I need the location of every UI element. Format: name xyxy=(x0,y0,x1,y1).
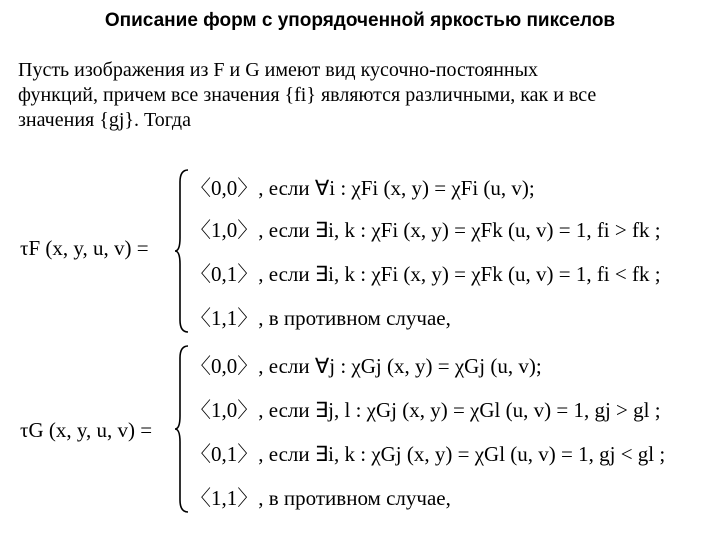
intro-line-1: Пусть изображения из F и G имеют вид кусочно-постоянных xyxy=(18,59,539,81)
intro-line-3: значения {gj}. Тогда xyxy=(18,109,191,131)
formula-g-case-2: 〈1,0〉, если ∃j, l : χGj (x, y) = χGl (u, v) = 1, gj > gl ; xyxy=(190,398,661,422)
intro-paragraph xyxy=(18,58,708,133)
formula-f-case-4: 〈1,1〉, в противном случае, xyxy=(190,306,451,330)
formula-g-case-1: 〈0,0〉, если ∀j : χGj (x, y) = χGj (u, v); xyxy=(190,354,542,378)
intro-line-2: функций, причем все значения {fi} являются различными, как и все xyxy=(18,84,597,106)
formula-f-case-2: 〈1,0〉, если ∃i, k : χFi (x, y) = χFk (u, v) = 1, fi > fk ; xyxy=(190,218,661,242)
formula-f-lhs: τF (x, y, u, v) = xyxy=(20,236,149,260)
formula-g-case-4: 〈1,1〉, в противном случае, xyxy=(190,486,451,510)
formula-f-case-3: 〈0,1〉, если ∃i, k : χFi (x, y) = χFk (u, v) = 1, fi < fk ; xyxy=(190,262,661,286)
formula-f-case-1: 〈0,0〉, если ∀i : χFi (x, y) = χFi (u, v); xyxy=(190,176,535,200)
formula-f-brace xyxy=(174,168,190,334)
formula-g-lhs: τG (x, y, u, v) = xyxy=(20,418,153,442)
formula-g-case-3: 〈0,1〉, если ∃i, k : χGj (x, y) = χGl (u, v) = 1, gj < gl ; xyxy=(190,442,666,466)
formula-g-brace xyxy=(174,344,190,514)
slide-title: Описание форм с упорядоченной яркостью пикселов xyxy=(104,10,616,31)
